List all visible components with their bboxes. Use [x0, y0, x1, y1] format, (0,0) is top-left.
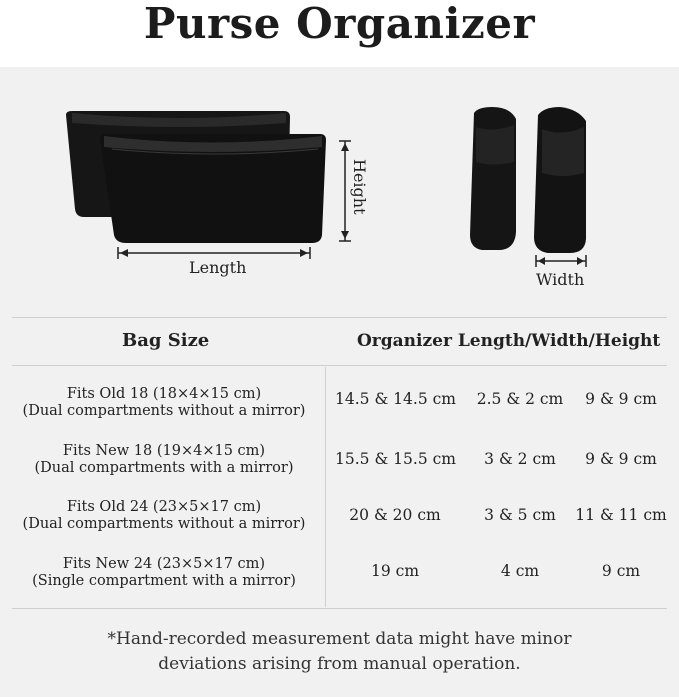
product-panel [0, 67, 679, 697]
bag-compartment-line: (Dual compartments with a mirror) [34, 460, 294, 476]
bag-compartment-line: (Dual compartments without a mirror) [22, 516, 306, 532]
table-header-divider [12, 365, 667, 366]
table-bottom-divider [12, 608, 667, 609]
length-cell: 15.5 & 15.5 cm [335, 450, 456, 468]
height-cell: 9 & 9 cm [585, 450, 657, 468]
table-row-bag-size [0, 556, 328, 590]
length-cell: 19 cm [370, 562, 420, 580]
width-label: Width [536, 270, 585, 289]
bag-size-line: Fits Old 18 (18×4×15 cm) [66, 386, 262, 402]
height-cell: 11 & 11 cm [575, 506, 667, 524]
page-title: Purse Organizer [143, 0, 536, 48]
length-cell: 20 & 20 cm [349, 506, 441, 524]
bag-compartment-line: (Single compartment with a mirror) [32, 573, 296, 589]
measurement-note [0, 627, 679, 677]
bag-size-line: Fits New 24 (23×5×17 cm) [62, 556, 266, 572]
table-row-bag-size [0, 499, 328, 533]
table-row-bag-size [0, 443, 328, 477]
length-cell: 14.5 & 14.5 cm [335, 390, 456, 408]
table-top-divider [12, 317, 667, 318]
width-cell: 3 & 5 cm [484, 506, 556, 524]
length-label: Length [189, 258, 247, 277]
organizer-dimensions-header: Organizer Length/Width/Height [357, 331, 661, 351]
organizer-side-right [534, 107, 586, 253]
height-label: Height [350, 159, 369, 215]
bag-size-line: Fits Old 24 (23×5×17 cm) [66, 499, 262, 515]
note-line: *Hand-recorded measurement data might have minor [107, 629, 572, 649]
bag-size-header: Bag Size [122, 330, 210, 351]
height-cell: 9 cm [601, 562, 641, 580]
width-cell: 2.5 & 2 cm [476, 390, 564, 408]
note-line: deviations arising from manual operation. [158, 654, 521, 674]
width-cell: 3 & 2 cm [484, 450, 556, 468]
height-cell: 9 & 9 cm [585, 390, 657, 408]
table-row-bag-size [0, 386, 328, 420]
bag-size-line: Fits New 18 (19×4×15 cm) [62, 443, 266, 459]
bag-compartment-line: (Dual compartments without a mirror) [22, 403, 306, 419]
width-cell: 4 cm [500, 562, 540, 580]
